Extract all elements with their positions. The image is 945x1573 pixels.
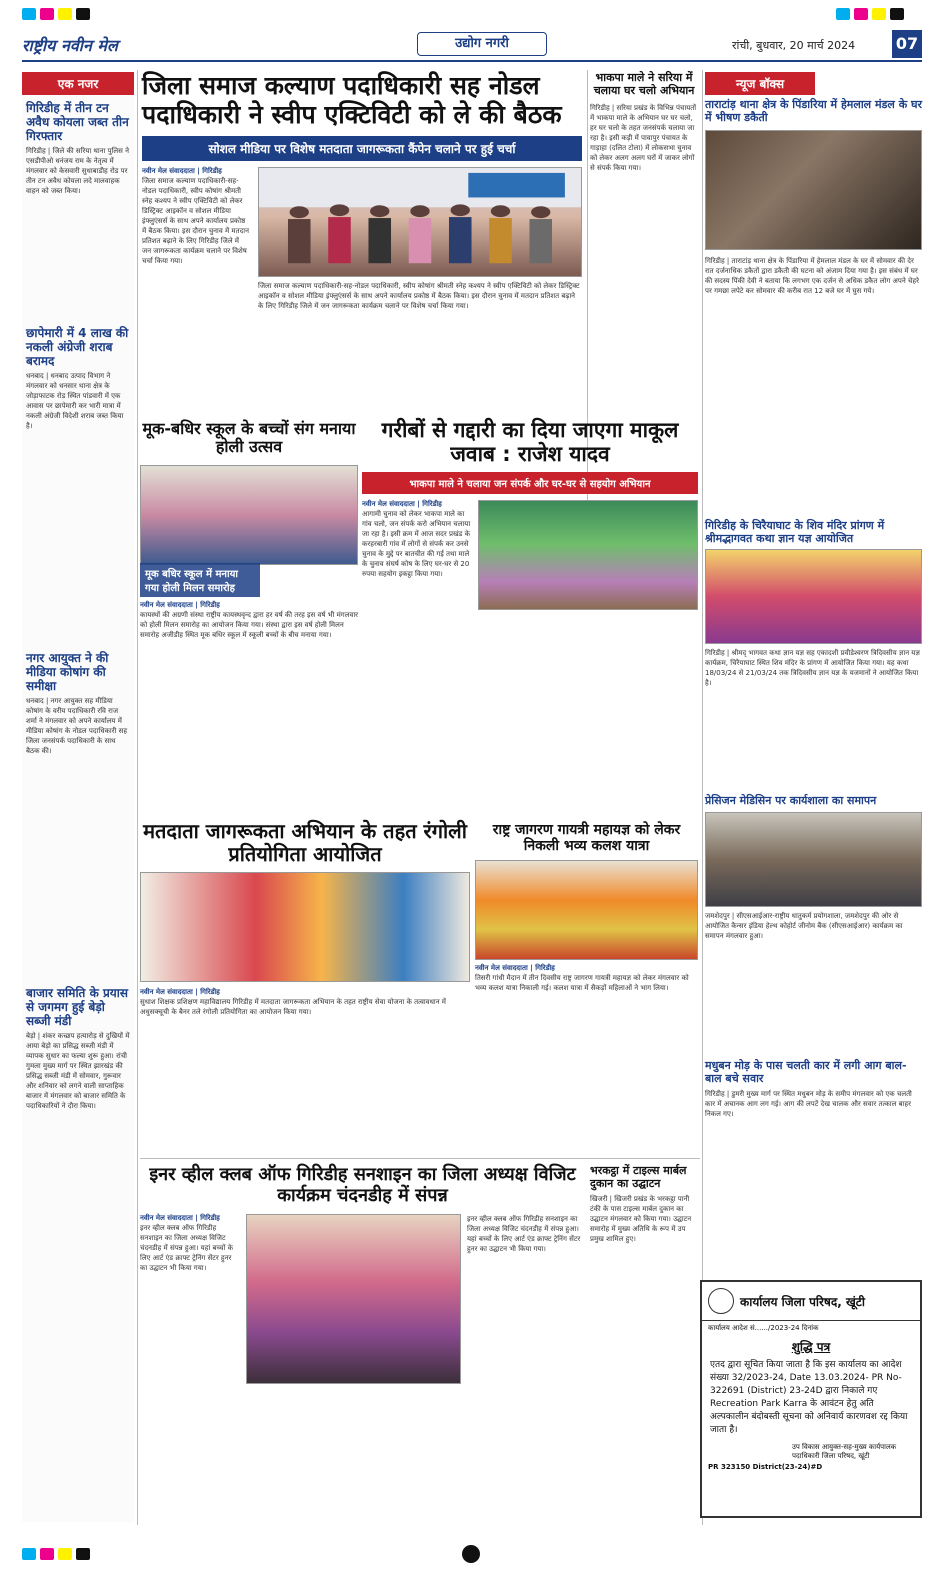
brief-body: धनबाद | नगर आयुक्त सह मीडिया कोषांग के वरीय पदाधिकारी रवि राज शर्मा ने मंगलवार को अपने कार्यालय में मीडिया कोषांग के नोडल पदाधिकारी सह जिला जनसंपर्क पदाधिकारी के साथ बैठक की। [26, 697, 128, 755]
registration-mark-black-right [890, 8, 904, 20]
news-box-tag: न्यूज बॉक्स [705, 72, 815, 95]
inner-wheel-body: इनर व्हील क्लब ऑफ गिरिडीह सनशाइन का जिला अध्यक्ष विजिट चंदनडीह में संपन्न हुआ। यहां बच्चों के लिए आर्ट एंड क्राफ्ट ट्रेनिंग सेंटर हुनर का उद्घाटन भी किया गया। [140, 1224, 233, 1273]
brief-item [22, 101, 134, 196]
bhagwat-photo [705, 549, 922, 644]
story-holi [140, 420, 358, 800]
bhagwat-headline: गिरिडीह के चिरैयाघाट के शिव मंदिर प्रांगण में श्रीमद्भागवत कथा ज्ञान यज्ञ आयोजित [705, 519, 885, 545]
side-story-sariya [590, 72, 698, 412]
byline: नवीन मेल संवाददाता | गिरिडीह [142, 166, 222, 175]
inner-wheel-body-cont: इनर व्हील क्लब ऑफ गिरिडीह सनशाइन का जिला अध्यक्ष विजिट चंदनडीह में संपन्न हुआ। यहां बच्चों के लिए आर्ट एंड क्राफ्ट ट्रेनिंग सेंटर हुनर का उद्घाटन भी किया गया। [467, 1215, 581, 1254]
page-number: 07 [892, 30, 922, 58]
registration-mark-magenta-right [854, 8, 868, 20]
group-photo-figures [259, 168, 581, 276]
side-story-car-fire [705, 1060, 922, 1270]
registration-mark-cyan-right [836, 8, 850, 20]
date-line: रांची, बुधवार, 20 मार्च 2024 [732, 39, 856, 52]
briefs-tag: एक नजर [22, 72, 134, 95]
registration-mark-black [76, 8, 90, 20]
byline: नवीन मेल संवाददाता | गिरिडीह [475, 964, 555, 973]
brief-item [22, 326, 134, 431]
story-male-rajesh [362, 418, 698, 818]
notice-body: एतद द्वारा सूचित किया जाता है कि इस कार्यालय का आदेश संख्या 32/2023-24, Date 13.03.2024- PR No- 322691 (District) 23-24D द्वारा निकाले गए Recreation Park Karra के आवंटन हेतु अति अल्पकालीन बंदोबस्ती सूचना को अनिवार्य कारणवश रद्द किया जाता है। [710, 1360, 908, 1435]
side-story-tiles [590, 1165, 698, 1515]
paper-name: राष्ट्रीय नवीन मेल [22, 36, 118, 55]
byline: नवीन मेल संवाददाता | गिरिडीह [140, 600, 220, 609]
notice-header [702, 1282, 920, 1321]
news-box-headline: ताराटांड़ थाना क्षेत्र के पिंडारिया में हेमलाल मंडल के घर में भीषण डकैती [705, 98, 922, 124]
holi-photo [140, 465, 358, 565]
column-rule [137, 70, 138, 1525]
lead-strap: सोशल मीडिया पर विशेष मतदाता जागरूकता कैंपेन चलाने पर हुई चर्चा [142, 136, 582, 161]
notice-order-line: कार्यालय आदेश सं....../2023-24 दिनांक [708, 1324, 819, 1332]
registration-mark-yellow-bottom [58, 1548, 72, 1560]
brief-headline: नगर आयुक्त ने की मीडिया कोषांग की समीक्षा [26, 651, 109, 693]
story-kalash [475, 822, 698, 1152]
precision-photo [705, 812, 922, 907]
male-headline: गरीबों से गद्दारी का दिया जाएगा माकूल जवाब : राजेश यादव [381, 418, 679, 467]
masthead [22, 30, 922, 62]
brief-body: बेड़ो | शंकर कच्छप हत्यारोड़ से दुखियों में आया बेड़ो का प्रसिद्ध सब्जी मंडी में व्यापक सुधार का फल्या शुरू हुआ। रांची गुमला मुख्य मार्ग पर स्थित झारखंड की प्रसिद्ध सब्जी मंडी में सोमवार, गुरूवार और शनिवार को लगने वाली साप्ताहिक बाजार में मंगलवार को बाजार समिति के पदाधिकारियों ने दौरा किया। [26, 1032, 130, 1110]
section-title: उद्योग नगरी [417, 32, 547, 56]
byline: नवीन मेल संवाददाता | गिरिडीह [140, 1214, 220, 1223]
notice-signature: उप विकास आयुक्त-सह-मुख्य कार्यपालक पदाधिकारी जिला परिषद, खूंटी [792, 1443, 897, 1460]
brief-body: गिरिडीह | जिले की सरिया थाना पुलिस ने एसडीपीओ धनंजय राम के नेतृत्व में मंगलवार को केसवारी सुधाबाडीह रोड पर तीन टन अवैध कोयला लदे मालवाहक वाहन को जब्त किया। [26, 147, 129, 195]
notice-pr-no: PR 323150 District(23-24)#D [708, 1463, 823, 1471]
inner-wheel-photo [246, 1214, 461, 1384]
notice-subtitle: शुद्धि पत्र [791, 1340, 831, 1354]
emblem-icon [708, 1288, 734, 1314]
brief-headline: बाजार समिति के प्रयास से जगमग हुई बेड़ो सब्जी मंडी [26, 986, 128, 1028]
robbery-photo [705, 130, 922, 250]
side-body: गिरिडीह | सरिया प्रखंड के विभिन्न पंचायतों में भाकपा माले के अभियान घर घर चलो, हर घर चलो के तहत जनसंपर्क चलाया जा रहा है। इसी कड़ी में पावापुर पंचायत के गाड़ाहा (दलित टोला) में लोकसभा चुनाव को लेकर अलग अलग घरों में जाकर लोगों से संपर्क किया गया। [590, 104, 697, 173]
lead-body: जिला समाज कल्याण पदाधिकारी-सह-नोडल पदाधिकारी, स्वीप कोषांग श्रीमती स्नेह कश्यप ने स्वीप एक्टिविटी को लेकर डिस्ट्रिक्ट आइकॉन व सोशल मीडिया इंफ्लुएंसर्स के साथ अपने कार्यालय प्रकोष्ठ में बैठक किया। इस दौरान चुनाव में मतदान प्रतिशत बढ़ाने के लिए गिरिडीह जिले में जन जागरूकता कार्यक्रम चलाने पर विशेष चर्चा किया गया। [142, 176, 249, 265]
registration-mark-cyan-bottom [22, 1548, 36, 1560]
male-photo [478, 500, 698, 610]
section-rule [140, 1158, 700, 1159]
lead-photo [258, 167, 582, 277]
side-story-bhagwat [705, 520, 922, 790]
official-notice [700, 1280, 922, 1518]
kalash-headline: राष्ट्र जागरण गायत्री महायज्ञ को लेकर निकली भव्य कलश यात्रा [492, 822, 681, 855]
registration-mark-magenta-bottom [40, 1548, 54, 1560]
rangoli-headline: मतदाता जागरूकता अभियान के तहत रंगोली प्रतियोगिता आयोजित [143, 819, 467, 866]
lead-body-cont: जिला समाज कल्याण पदाधिकारी-सह-नोडल पदाधिकारी, स्वीप कोषांग श्रीमती स्नेह कश्यप ने स्वीप एक्टिविटी को लेकर डिस्ट्रिक्ट आइकॉन व सोशल मीडिया इंफ्लुएंसर्स के साथ अपने कार्यालय प्रकोष्ठ में बैठक किया। इस दौरान चुनाव में मतदान प्रतिशत बढ़ाने के लिए गिरिडीह जिले में जन जागरूकता कार्यक्रम चलाने पर विशेष चर्चा किया गया। [258, 281, 580, 310]
registration-mark-black-bottom [76, 1548, 90, 1560]
rangoli-photo [140, 872, 470, 982]
male-body: आगामी चुनाव को लेकर भाकपा माले का गांव चलो, जन संपर्क करो अभियान चलाया जा रहा है। इसी क्रम में आज सदर प्रखंड के करहरबारी गांव में लोगों से संपर्क कर उनसे चुनाव के मुद्दे पर बातचीत की गई तथा माले के चुनाव संघर्ष कोष के लिए घर-घर से 20 रुपया सहयोग इकट्ठा किया गया। [362, 510, 471, 579]
bhagwat-body: गिरिडीह | श्रीमद् भागवत कथा ज्ञान यज्ञ सह एकादशी प्रवीडेश्वरण त्रिदिवसीय ज्ञान यज्ञ कार्यक्रम, चिरैयाघाट स्थित शिव मंदिर के प्रांगण में आयोजित किया गया। यह कथा 18/03/24 से 21/03/24 तक त्रिदिवसीय ज्ञान यज्ञ के यजमानों ने आयोजित किया है। [705, 649, 920, 688]
holi-body: कायस्थों की अग्रणी संस्था राष्ट्रीय कायस्थवृन्द द्वारा हर वर्ष की तरह इस वर्ष भी मंगलवार को होली मिलन समारोह का आयोजन किया गया। संस्था द्वारा इस वर्ष होली मिलन समारोह अजीडीह स्थित मूक बधिर स्कूल में स्कूली बच्चों के बीच मनाया गया। [140, 610, 359, 639]
car-fire-body: गिरिडीह | डुमरी मुख्य मार्ग पर स्थित मधुबन मोड़ के समीप मंगलवार को एक चलती कार में अचानक आग लग गई। आग की लपटें देख चालक और सवार तत्काल बाहर निकल गए। [705, 1090, 912, 1119]
rangoli-body: सुधाश शिक्षक प्रशिक्षण महाविद्यालय गिरिडीह में मतदाता जागरूकता अभियान के तहत राष्ट्रीय सेवा योजना के तत्वावधान में अधुसक्चूची के बैनर तले रंगोली प्रतियोगिता का आयोजन किया गया। [140, 998, 446, 1016]
byline: नवीन मेल संवाददाता | गिरिडीह [362, 500, 442, 509]
registration-mark-cyan [22, 8, 36, 20]
holi-photo-caption: मूक बधिर स्कूल में मनाया गया होली मिलन समारोह [140, 563, 260, 597]
brief-body: धनबाद | धनबाद उत्पाद विभाग ने मंगलवार को धनसार थाना क्षेत्र के जोड़ाफाटक रोड स्थित पांडवारी में एक आवास पर छापेमारी कर भारी मात्रा में नकली अंग्रेजी विदेशी शराब जब्त किया है। [26, 372, 124, 430]
brief-item [22, 651, 134, 756]
kalash-photo [475, 860, 698, 960]
tiles-headline: भरकट्ठा में टाइल्स मार्बल दुकान का उद्घाटन [590, 1164, 687, 1190]
brief-item [22, 986, 134, 1111]
precision-headline: प्रेसिजन मेडिसिन पर कार्यशाला का समापन [705, 794, 877, 807]
left-briefs-column [22, 72, 134, 1522]
side-story-precision [705, 795, 922, 1025]
notice-title: कार्यालय जिला परिषद, खूंटी [740, 1294, 865, 1309]
brief-headline: गिरिडीह में तीन टन अवैध कोयला जब्त तीन गिरफ्तार [26, 101, 129, 143]
byline: नवीन मेल संवाददाता | गिरिडीह [140, 988, 220, 996]
lead-headline: जिला समाज कल्याण पदाधिकारी सह नोडल पदाधिकारी ने स्वीप एक्टिविटी को ले की बैठक [142, 71, 562, 129]
story-rangoli [140, 820, 470, 1150]
side-headline: भाकपा माले ने सरिया में चलाया घर चलो अभियान [593, 71, 695, 97]
kalash-body: तिसरी गांधी मैदान में तीन दिवसीय राष्ट्र जागरण गायत्री महायज्ञ को लेकर मंगलवार को भव्य कलश यात्रा निकाली गई। कलश यात्रा में सैकड़ों महिलाओं ने भाग लिया। [475, 974, 689, 993]
registration-mark-yellow-right [872, 8, 886, 20]
tiles-body: खिजरी | खिजरी प्रखंड के भरकट्ठा पानी टंकी के पास टाइल्स मार्बल दुकान का उद्घाटन मंगलवार को किया गया। उद्घाटन समारोह में मुख्य अतिथि के रूप में उप प्रमुख शामिल हुए। [590, 1195, 692, 1244]
news-box [705, 72, 922, 512]
registration-mark-yellow [58, 8, 72, 20]
car-fire-headline: मधुबन मोड़ के पास चलती कार में लगी आग बाल-बाल बचे सवार [705, 1059, 907, 1085]
male-strap: भाकपा माले ने चलाया जन संपर्क और घर-घर से सहयोग अभियान [362, 472, 698, 494]
story-inner-wheel [140, 1165, 585, 1520]
holi-headline: मूक-बधिर स्कूल के बच्चों संग मनाया होली उत्सव [142, 419, 356, 457]
brief-headline: छापेमारी में 4 लाख की नकली अंग्रेजी शराब बरामद [26, 326, 129, 368]
registration-mark-magenta [40, 8, 54, 20]
news-box-body: गिरिडीह | ताराटांड़ थाना क्षेत्र के पिंडारिया में हेमलाल मंडल के घर में सोमवार की देर रात दर्जनाधिक डकैतों द्वारा डकैती की घटना को अंजाम दिया गया है। इस संबंध में घर की सदस्य पिंकी देवी ने बताया कि लगभग एक दर्जन से अधिक डकैत लोग अपने चेहरे पर गमछा लपेटे कर सोमवार की करीब रात 12 बजे घर में घुस गये। [705, 257, 919, 296]
inner-wheel-headline: इनर व्हील क्लब ऑफ गिरिडीह सनशाइन का जिला अध्यक्ष विजिट कार्यक्रम चंदनडीह में संपन्न [149, 1164, 576, 1206]
precision-body: जमशेदपुर | सीएसआईआर-राष्ट्रीय धातुकर्म प्रयोगशाला, जमशेदपुर की ओर से आयोजित कैन्सर इंडिया हेल्थ कोहोर्ट जीनोम बैंक (सीएसआईआर) कार्यक्रम का समापन मंगलवार हुआ। [705, 911, 903, 940]
registration-circle [462, 1545, 480, 1563]
